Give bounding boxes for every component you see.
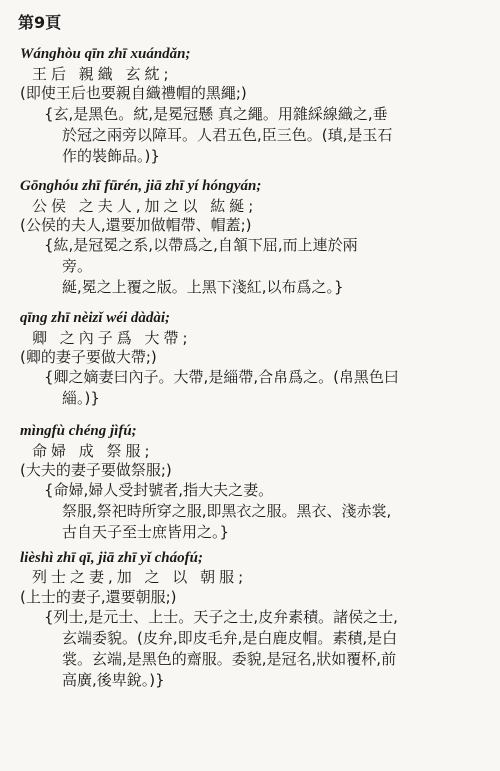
pinyin-line: Gōnghóu zhī fūrén, jiā zhī yí hóngyán; <box>20 178 262 194</box>
page-number: 第9頁 <box>18 13 62 32</box>
note-line: 綖,冕之上覆之版。上黑下淺紅,以布爲之。} <box>62 278 344 296</box>
note-line: {卿之嫡妻曰內子。大帶,是緇帶,合帛爲之。(帛黑色曰 <box>44 368 399 386</box>
note-line: {列士,是元士、上士。天子之士,皮弁素積。諸侯之士, <box>44 608 398 626</box>
pinyin-line: qīng zhī nèizǐ wéi dàdài; <box>20 310 171 326</box>
note-line: 旁。 <box>62 257 93 275</box>
classical-text-line: 卿 之內子爲 大帶; <box>32 329 192 347</box>
note-line: {命婦,婦人受封號者,指大夫之妻。 <box>44 481 274 499</box>
note-line: 祭服,祭祀時所穿之服,即黑衣之服。黑衣、淺赤裳, <box>62 502 392 520</box>
note-line: {玄,是黑色。紞,是冕冠懸 真之繩。用雜綵線織之,垂 <box>44 105 388 123</box>
annotation-note <box>44 480 476 543</box>
classical-text-line: 公侯 之夫人,加之以 紘綖; <box>32 197 258 215</box>
pinyin-line: Wánghòu qīn zhī xuándǎn; <box>20 46 191 62</box>
translation-line: (公侯的夫人,還要加做帽帶、帽蓋;) <box>20 216 252 234</box>
pinyin-line: mìngfù chéng jìfú; <box>20 423 137 439</box>
note-line: 緇。)} <box>62 389 100 407</box>
note-line: 玄端委貌。(皮弁,即皮毛弁,是白鹿皮帽。素積,是白 <box>62 629 398 647</box>
note-line: 裳。玄端,是黑色的齋服。委貌,是冠名,狀如覆杯,前 <box>62 650 397 668</box>
translation-line: (大夫的妻子要做祭服;) <box>20 461 172 479</box>
classical-text-line: 命婦 成 祭服; <box>32 442 154 460</box>
annotation-note <box>44 235 476 298</box>
translation-line: (即使王后也要親自織禮帽的黑繩;) <box>20 84 247 102</box>
annotation-note <box>44 607 476 691</box>
translation-line: (卿的妻子要做大帶;) <box>20 348 157 366</box>
translation-line: (上士的妻子,還要朝服;) <box>20 588 177 606</box>
note-line: 於冠之兩旁以障耳。人君五色,臣三色。(瑱,是玉石 <box>62 126 393 144</box>
note-line: 古自天子至士庶皆用之。} <box>62 523 230 541</box>
pinyin-line: lièshì zhī qī, jiā zhī yǐ cháofú; <box>20 550 203 566</box>
classical-text-line: 王后 親織 玄紞; <box>32 65 173 83</box>
note-line: {紘,是冠冕之系,以帶爲之,自頷下屈,而上連於兩 <box>44 236 358 254</box>
annotation-note <box>44 104 476 167</box>
note-line: 作的裝飾品。)} <box>62 147 160 165</box>
note-line: 高廣,後卑銳。)} <box>62 671 165 689</box>
classical-text-line: 列士之妻,加 之 以 朝服; <box>32 568 248 586</box>
annotation-note <box>44 367 476 409</box>
